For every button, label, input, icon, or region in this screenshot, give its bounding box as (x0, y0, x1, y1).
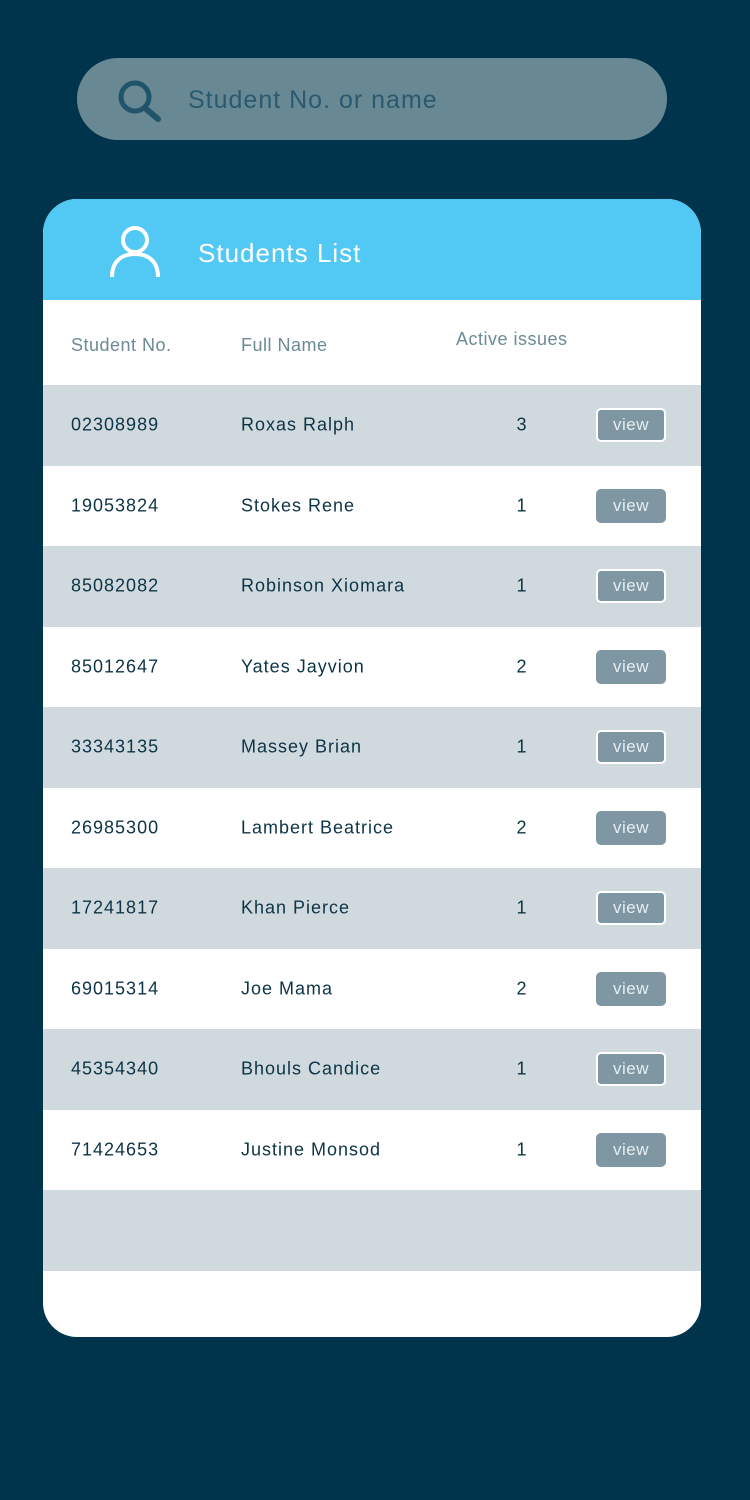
column-header-student-no: Student No. (71, 335, 172, 355)
view-button[interactable]: view (596, 408, 666, 442)
student-no-cell: 45354340 (71, 1058, 160, 1079)
active-issues-cell: 2 (516, 656, 528, 677)
full-name-cell: Roxas Ralph (241, 414, 356, 435)
table-row (43, 627, 701, 708)
student-no-cell: 69015314 (71, 978, 160, 999)
student-no-cell: 26985300 (71, 817, 160, 838)
user-icon (109, 225, 161, 279)
full-name-cell: Lambert Beatrice (241, 817, 395, 838)
active-issues-cell: 1 (516, 736, 528, 757)
table-row (43, 546, 701, 627)
table-row (43, 949, 701, 1030)
table-row (43, 868, 701, 949)
full-name-cell: Khan Pierce (241, 897, 351, 918)
active-issues-cell: 1 (516, 1139, 528, 1160)
active-issues-cell: 2 (516, 978, 528, 999)
student-no-cell: 85012647 (71, 656, 160, 677)
empty-table-row (43, 1190, 701, 1271)
view-button[interactable]: view (596, 569, 666, 603)
full-name-cell: Massey Brian (241, 736, 363, 757)
active-issues-cell: 1 (516, 495, 528, 516)
view-button[interactable]: view (596, 650, 666, 684)
students-table-body (43, 385, 701, 1271)
table-row (43, 1110, 701, 1191)
view-button[interactable]: view (596, 1133, 666, 1167)
card-header (43, 199, 701, 300)
view-button[interactable]: view (596, 811, 666, 845)
active-issues-cell: 1 (516, 1058, 528, 1079)
full-name-cell: Justine Monsod (241, 1139, 382, 1160)
table-row (43, 1029, 701, 1110)
active-issues-cell: 3 (516, 414, 528, 435)
view-button[interactable]: view (596, 489, 666, 523)
full-name-cell: Stokes Rene (241, 495, 356, 516)
search-input[interactable] (188, 77, 628, 123)
student-no-cell: 33343135 (71, 736, 160, 757)
full-name-cell: Bhouls Candice (241, 1058, 382, 1079)
table-row (43, 466, 701, 547)
full-name-cell: Joe Mama (241, 978, 334, 999)
active-issues-cell: 2 (516, 817, 528, 838)
table-row (43, 707, 701, 788)
student-no-cell: 02308989 (71, 414, 160, 435)
view-button[interactable]: view (596, 1052, 666, 1086)
table-row (43, 385, 701, 466)
column-header-full-name: Full Name (241, 335, 328, 355)
student-no-cell: 17241817 (71, 897, 160, 918)
column-header-active-issues: Active issues (456, 329, 568, 349)
full-name-cell: Robinson Xiomara (241, 575, 406, 596)
student-no-cell: 85082082 (71, 575, 160, 596)
search-icon[interactable] (116, 78, 162, 122)
view-button[interactable]: view (596, 730, 666, 764)
card-title: Students List (198, 238, 362, 268)
student-no-cell: 71424653 (71, 1139, 160, 1160)
view-button[interactable]: view (596, 891, 666, 925)
view-button[interactable]: view (596, 972, 666, 1006)
student-no-cell: 19053824 (71, 495, 160, 516)
students-list-card (43, 199, 701, 1337)
table-row (43, 788, 701, 869)
full-name-cell: Yates Jayvion (241, 656, 365, 677)
active-issues-cell: 1 (516, 575, 528, 596)
active-issues-cell: 1 (516, 897, 528, 918)
